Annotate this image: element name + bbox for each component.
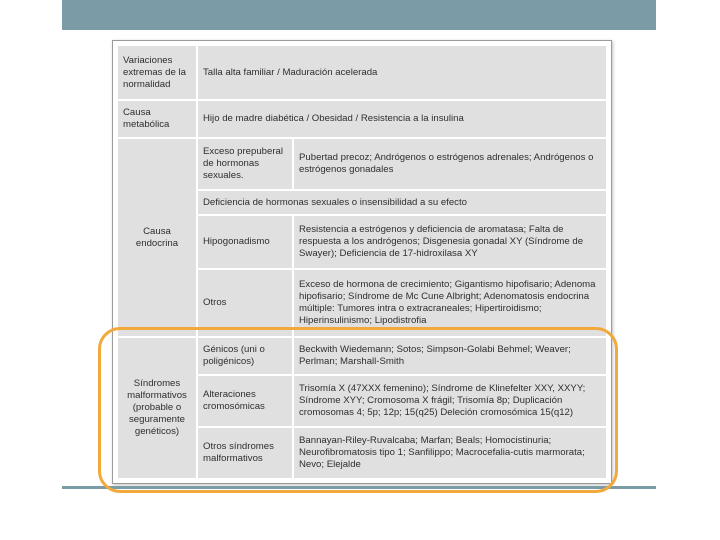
- cause-cell: Hijo de madre diabética / Obesidad / Resistencia a la insulina: [197, 100, 607, 138]
- detail-cell: Bannayan-Riley-Ruvalcaba; Marfan; Beals; Homocistinuria; Neurofibromatosis tipo 1; Sanfilippo; Macrocefalia-cutis marmorata; Nevo; Elejalde: [293, 427, 607, 479]
- classification-table: [116, 44, 608, 480]
- table-row: [117, 138, 607, 190]
- classification-table-image: [112, 40, 612, 484]
- detail-cell: Beckwith Wiedemann; Sotos; Simpson-Golabi Behmel; Weaver; Perlman; Marshall-Smith: [293, 337, 607, 375]
- detail-cell: Resistencia a estrógenos y deficiencia de aromatasa; Falta de respuesta a los andrógenos; Disgenesia gonadal XY (Síndrome de Swayer); Deficiencia de 17-hidroxilasa XY: [293, 215, 607, 269]
- subcategory-cell: Otros: [197, 269, 293, 337]
- subcategory-cell: Exceso prepuberal de hormonas sexuales.: [197, 138, 293, 190]
- table-row: [117, 45, 607, 100]
- detail-cell: Exceso de hormona de crecimiento; Gigantismo hipofisario; Adenoma hipofisario; Síndrome de Mc Cune Albright; Adenomatosis endocrina múltiple: Tumores intra o extracraneales; Hipertiroidismo; Hiperinsulinismo; Lipodistrofia: [293, 269, 607, 337]
- category-cell: Causa metabólica: [117, 100, 197, 138]
- subcategory-full-cell: Deficiencia de hormonas sexuales o insensibilidad a su efecto: [197, 190, 607, 215]
- category-cell: Causa endocrina: [117, 138, 197, 337]
- category-cell: Variaciones extremas de la normalidad: [117, 45, 197, 100]
- bottom-accent-rule: [62, 486, 656, 489]
- detail-cell: Trisomía X (47XXX femenino); Síndrome de Klinefelter XXY, XXYY; Síndrome XYY; Cromosoma X frágil; Trisomía 8p; Duplicación cromosomas 4; 5p; 12p; 15(q25) Deleción cromosómica 15(q12): [293, 375, 607, 427]
- table-row: [117, 337, 607, 375]
- subcategory-cell: Otros síndromes malformativos: [197, 427, 293, 479]
- category-cell: Síndromes malformativos (probable o seguramente genéticos): [117, 337, 197, 479]
- subcategory-cell: Hipogonadismo: [197, 215, 293, 269]
- cause-cell: Talla alta familiar / Maduración acelerada: [197, 45, 607, 100]
- table-row: [117, 100, 607, 138]
- top-accent-bar: [62, 0, 656, 30]
- subcategory-cell: Alteraciones cromosómicas: [197, 375, 293, 427]
- subcategory-cell: Génicos (uni o poligénicos): [197, 337, 293, 375]
- detail-cell: Pubertad precoz; Andrógenos o estrógenos adrenales; Andrógenos o estrógenos gonadales: [293, 138, 607, 190]
